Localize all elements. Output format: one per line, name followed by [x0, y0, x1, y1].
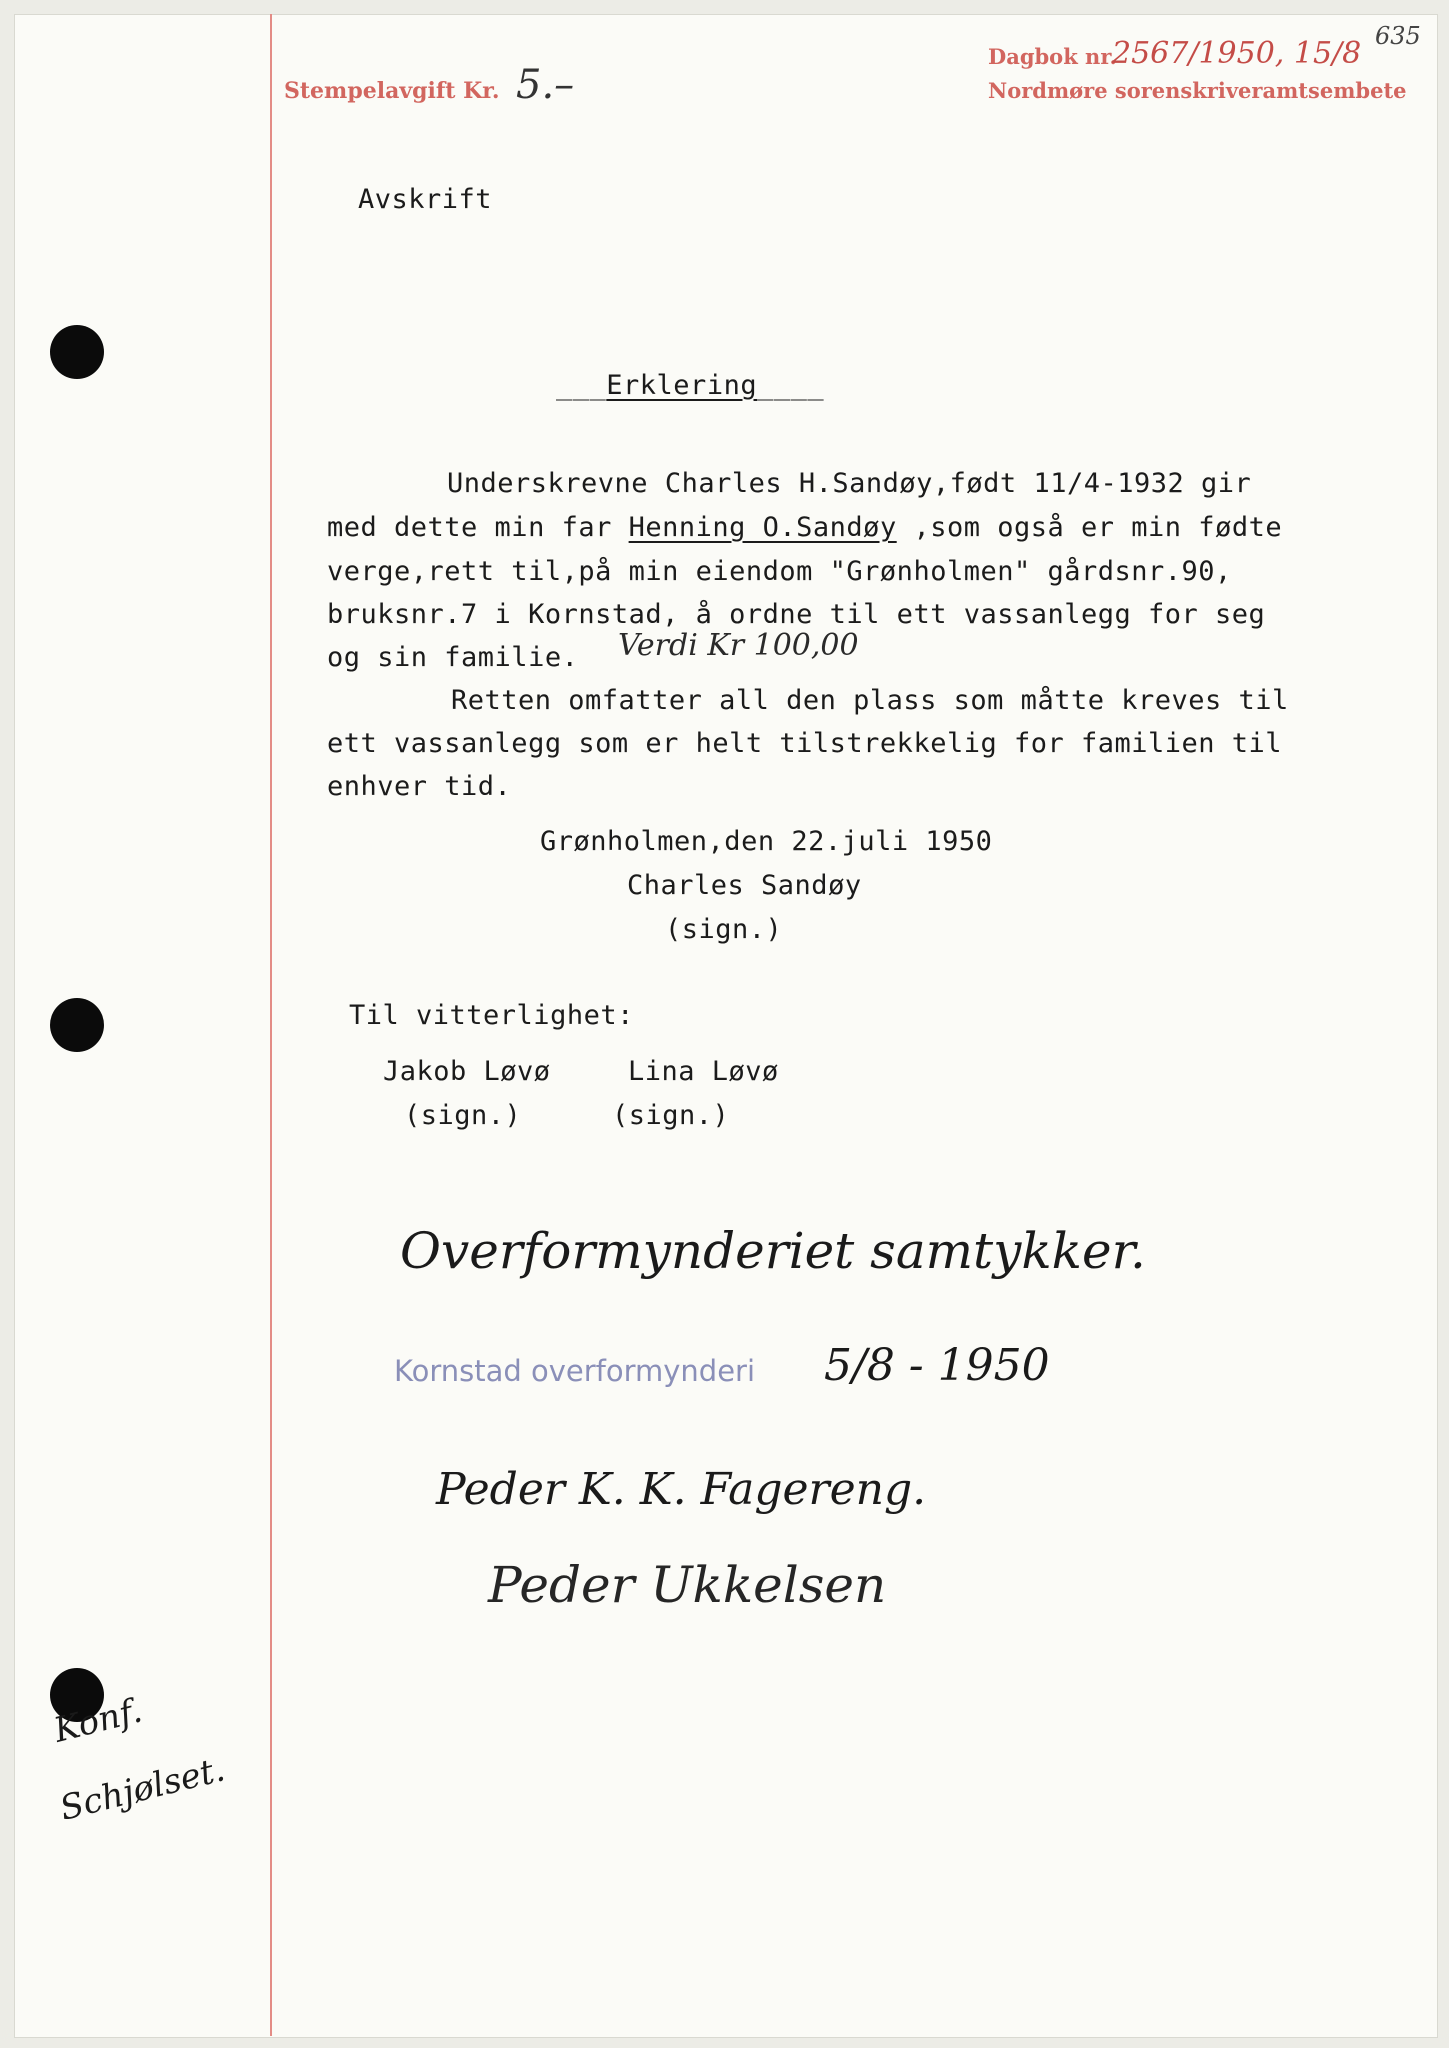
father-name: Henning O.Sandøy — [628, 512, 897, 543]
punch-hole-top — [50, 325, 104, 379]
authority-stamp: Kornstad overformynderi — [394, 1354, 756, 1388]
document-page — [14, 14, 1438, 2038]
witness-1-sign: (sign.) — [404, 1100, 522, 1131]
margin-rule — [270, 14, 272, 2036]
witness-2-sign: (sign.) — [612, 1100, 730, 1131]
body-line-8: enhver tid. — [327, 771, 512, 802]
body-line-2-text: med dette min far — [327, 512, 612, 543]
body-line-2 — [327, 512, 1282, 543]
document-title: ___Erklering____ — [556, 370, 825, 401]
body-line-2-tail: ,som også er min fødte — [913, 512, 1283, 543]
witness-heading: Til vitterlighet: — [349, 1000, 634, 1031]
approval-statement: Overformynderiet samtykker. — [400, 1222, 1146, 1280]
journal-number: 2567/1950, 15/8 — [1112, 36, 1362, 71]
body-line-5: og sin familie. — [327, 642, 579, 673]
body-line-6: Retten omfatter all den plass som måtte kreves til — [451, 685, 1289, 716]
witness-1-name: Jakob Løvø — [383, 1056, 551, 1087]
body-line-3: verge,rett til,på min eiendom "Grønholmen" gårdsnr.90, — [327, 556, 1232, 587]
document-title-text: Erklering — [606, 370, 758, 401]
value-note: Verdi Kr 100,00 — [618, 628, 859, 663]
copy-label: Avskrift — [358, 184, 493, 215]
witness-2-name: Lina Løvø — [628, 1056, 779, 1087]
page-number: 635 — [1375, 22, 1421, 50]
signer-sign: (sign.) — [665, 914, 783, 945]
punch-hole-middle — [50, 998, 104, 1052]
stamp-duty-label: Stempelavgift Kr. — [284, 78, 500, 104]
signature-second: Peder Ukkelsen — [488, 1556, 887, 1614]
stamp-duty-amount: 5.– — [516, 62, 575, 108]
body-line-1: Underskrevne Charles H.Sandøy,født 11/4-1932 gir — [447, 468, 1252, 499]
journal-label: Dagbok nr. — [988, 44, 1117, 69]
approval-date: 5/8 - 1950 — [824, 1340, 1050, 1391]
office-stamp: Nordmøre sorenskriveramtsembete — [988, 78, 1407, 103]
margin-note-line1: Konf. — [50, 1690, 147, 1751]
place-date: Grønholmen,den 22.juli 1950 — [540, 826, 993, 857]
signer-name: Charles Sandøy — [627, 870, 862, 901]
margin-note-line2: Schjølset. — [56, 1749, 229, 1829]
body-line-7: ett vassanlegg som er helt tilstrekkelig for familien til — [327, 728, 1283, 759]
signature-fagereng: Peder K. K. Fagereng. — [436, 1464, 927, 1515]
body-line-4: bruksnr.7 i Kornstad, å ordne til ett vassanlegg for seg — [327, 599, 1266, 630]
